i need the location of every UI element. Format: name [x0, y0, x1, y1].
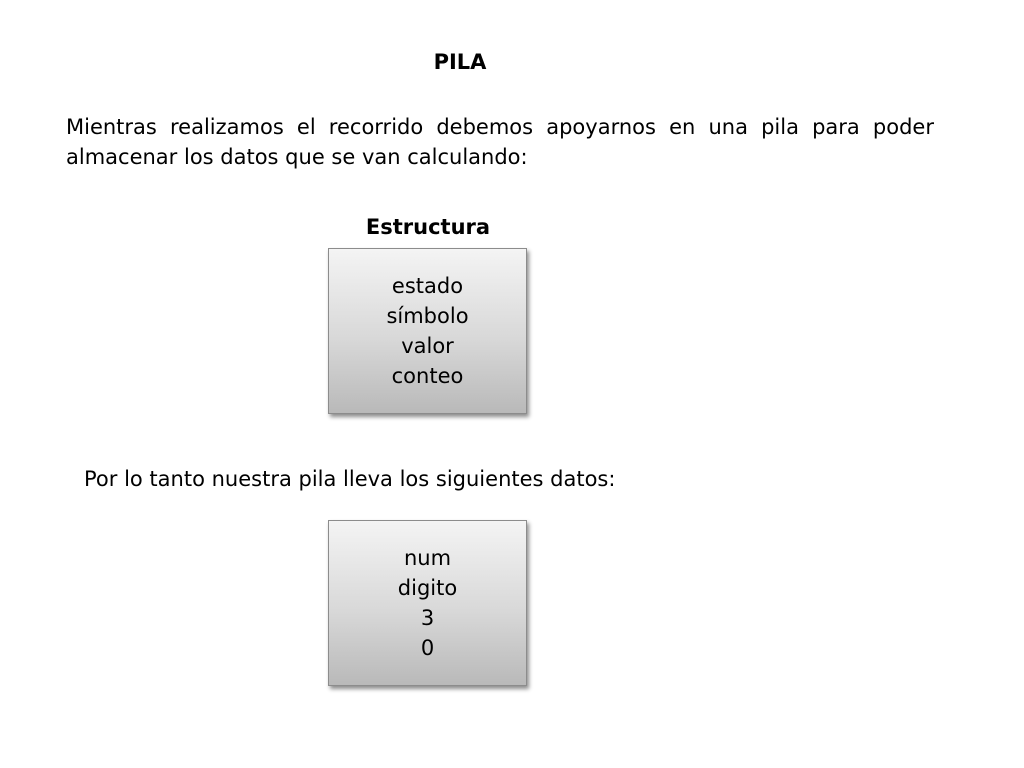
structure-field-simbolo: símbolo	[386, 304, 469, 328]
data-field-valor: 3	[420, 606, 435, 630]
data-box	[328, 520, 527, 686]
data-field-conteo: 0	[420, 636, 435, 660]
summary-text: Por lo tanto nuestra pila lleva los siguientes datos:	[84, 467, 616, 491]
structure-field-conteo: conteo	[391, 364, 464, 388]
structure-heading: Estructura	[365, 215, 491, 239]
structure-box	[328, 248, 527, 414]
data-field-num: num	[403, 546, 452, 570]
structure-field-estado: estado	[391, 274, 464, 298]
slide-title: PILA	[433, 50, 487, 74]
data-field-digito: digito	[397, 576, 458, 600]
structure-field-valor: valor	[401, 334, 454, 358]
intro-paragraph: Mientras realizamos el recorrido debemos apoyarnos en una pila para poder almacenar los datos que se van calculando:	[66, 115, 934, 169]
